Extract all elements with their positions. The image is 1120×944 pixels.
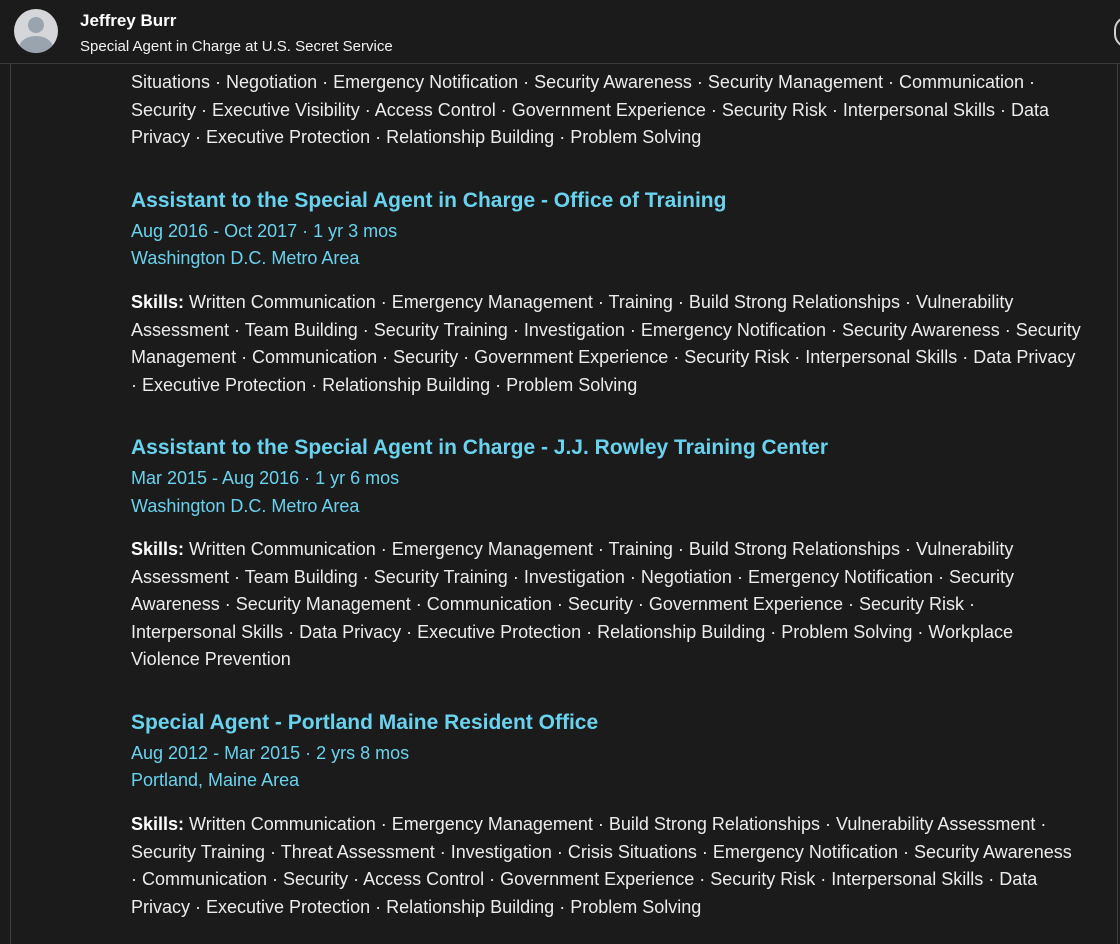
- avatar[interactable]: [14, 9, 58, 53]
- job-location: Washington D.C. Metro Area: [131, 248, 360, 268]
- previous-skills-text: Situations · Negotiation · Emergency Notification · Security Awareness · Security Management · Communication · Security · Executive Visibility · Access Control · Government Experience · Security Risk · Interpersonal Skills · Data Privacy · Executive Protection · Relationship Building · Problem Solving: [131, 72, 1049, 148]
- experience-section: [10, 63, 1118, 944]
- skills-label: Skills:: [131, 292, 185, 312]
- job-title-rowley-training-center[interactable]: Assistant to the Special Agent in Charge - J.J. Rowley Training Center: [131, 436, 829, 459]
- profile-name[interactable]: Jeffrey Burr: [80, 11, 177, 30]
- skills-label: Skills:: [131, 539, 185, 559]
- skills-list: Written Communication · Emergency Management · Build Strong Relationships · Vulnerability Assessment · Security Training · Threat Assessment · Investigation · Crisis Situations · Emergency Notification · Security Awareness · Communication · Security · Access Control · Government Experience · Security Risk · Interpersonal Skills · Data Privacy · Executive Protection · Relationship Building · Problem Solving: [131, 814, 1072, 917]
- header-action-button[interactable]: [1114, 16, 1120, 48]
- job-dates: Mar 2015 - Aug 2016 · 1 yr 6 mos: [131, 468, 400, 488]
- skills-list: Written Communication · Emergency Management · Training · Build Strong Relationships · Vulnerability Assessment · Team Building · Security Training · Investigation · Emergency Notification · Security Awareness · Security Management · Communication · Security · Government Experience · Security Risk · Interpersonal Skills · Data Privacy · Executive Protection · Relationship Building · Problem Solving: [131, 292, 1081, 395]
- job-dates: Aug 2012 - Mar 2015 · 2 yrs 8 mos: [131, 743, 410, 763]
- avatar-head-icon: [28, 17, 44, 33]
- job-skills: [131, 536, 1081, 674]
- job-skills: [131, 811, 1081, 921]
- job-title-portland-maine[interactable]: Special Agent - Portland Maine Resident Office: [131, 711, 599, 734]
- avatar-body-icon: [19, 36, 53, 53]
- job-dates: Aug 2016 - Oct 2017 · 1 yr 3 mos: [131, 221, 398, 241]
- job-title-office-of-training[interactable]: Assistant to the Special Agent in Charge - Office of Training: [131, 189, 727, 212]
- job-skills: [131, 289, 1081, 399]
- job-location: Washington D.C. Metro Area: [131, 496, 360, 516]
- sticky-profile-header: [0, 0, 1120, 64]
- job-location: Portland, Maine Area: [131, 770, 300, 790]
- skills-list: Written Communication · Emergency Management · Training · Build Strong Relationships · Vulnerability Assessment · Team Building · Security Training · Investigation · Negotiation · Emergency Notification · Security Awareness · Security Management · Communication · Security · Government Experience · Security Risk · Interpersonal Skills · Data Privacy · Executive Protection · Relationship Building · Problem Solving · Workplace Violence Prevention: [131, 539, 1015, 670]
- skills-label: Skills:: [131, 814, 185, 834]
- profile-headline: Special Agent in Charge at U.S. Secret Service: [80, 38, 393, 55]
